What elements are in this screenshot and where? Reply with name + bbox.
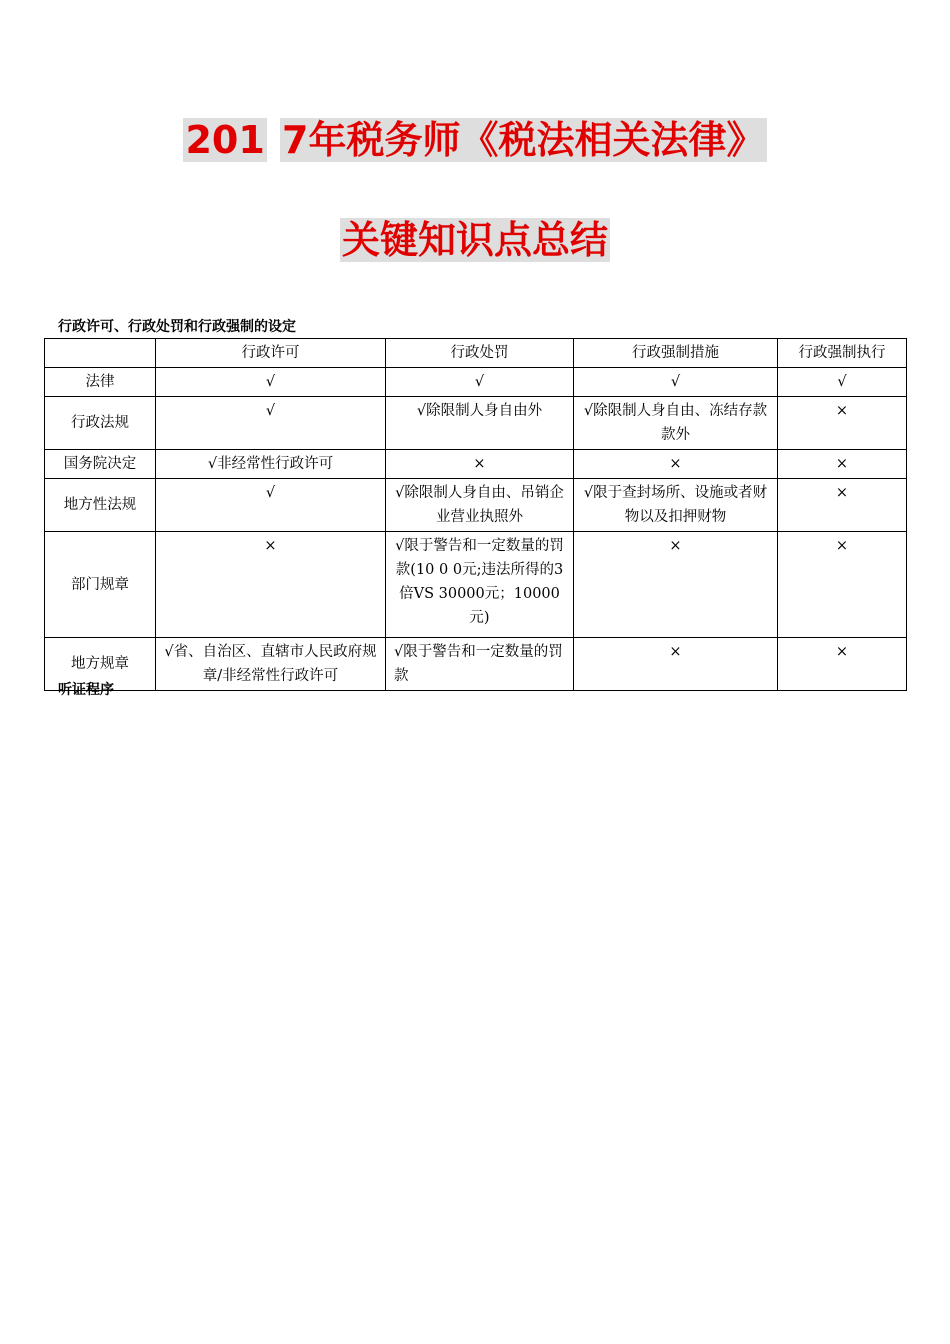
settings-table [44,338,907,691]
table-row [45,397,907,450]
table-cell: √ [156,397,386,450]
title-year-highlight: 201 [185,118,265,162]
row-label: 行政法规 [45,397,156,450]
section-heading-hearing: 听证程序 [58,682,114,698]
table-cell: √限于警告和一定数量的罚款 [386,638,574,691]
table-cell: √除限制人身自由、吊销企业营业执照外 [386,479,574,532]
table-row [45,532,907,638]
row-label: 地方规章 [45,638,156,691]
header-cell [45,339,156,368]
table-cell: √ [778,368,907,397]
row-label: 法律 [45,368,156,397]
header-cell: 行政许可 [156,339,386,368]
title-subtitle-highlight: 关键知识点总结 [341,218,608,262]
table-cell: × [778,532,907,638]
table-row [45,638,907,691]
header-cell: 行政处罚 [386,339,574,368]
table-row [45,479,907,532]
table-cell: √ [156,479,386,532]
header-cell: 行政强制执行 [778,339,907,368]
table-header-row [45,339,907,368]
table-cell: × [574,450,778,479]
table-cell: × [778,479,907,532]
row-label: 部门规章 [45,532,156,638]
page-title-line-2 [0,214,950,266]
title-text-highlight: 7年税务师《税法相关法律》 [282,118,765,162]
row-label: 国务院决定 [45,450,156,479]
table-cell: × [778,397,907,450]
table-cell: × [574,638,778,691]
header-cell: 行政强制措施 [574,339,778,368]
table-cell: √ [386,368,574,397]
table-cell: √除限制人身自由、冻结存款款外 [574,397,778,450]
table-cell: × [778,450,907,479]
table-cell: √省、自治区、直辖市人民政府规章/非经常性行政许可 [156,638,386,691]
table-cell: × [156,532,386,638]
table-cell: × [386,450,574,479]
table-cell: √ [574,368,778,397]
table-row [45,450,907,479]
table-cell: √ [156,368,386,397]
table-cell: √非经常性行政许可 [156,450,386,479]
page-title-line-1 [0,114,950,166]
table-cell: √除限制人身自由外 [386,397,574,450]
row-label: 地方性法规 [45,479,156,532]
section-heading-setting: 行政许可、行政处罚和行政强制的设定 [58,319,296,335]
table-cell: √限于查封场所、设施或者财物以及扣押财物 [574,479,778,532]
table-cell: √限于警告和一定数量的罚款(10 0 0元;违法所得的3倍VS 30000元；10000元) [386,532,574,638]
table-cell: × [778,638,907,691]
table-cell: × [574,532,778,638]
table-row [45,368,907,397]
